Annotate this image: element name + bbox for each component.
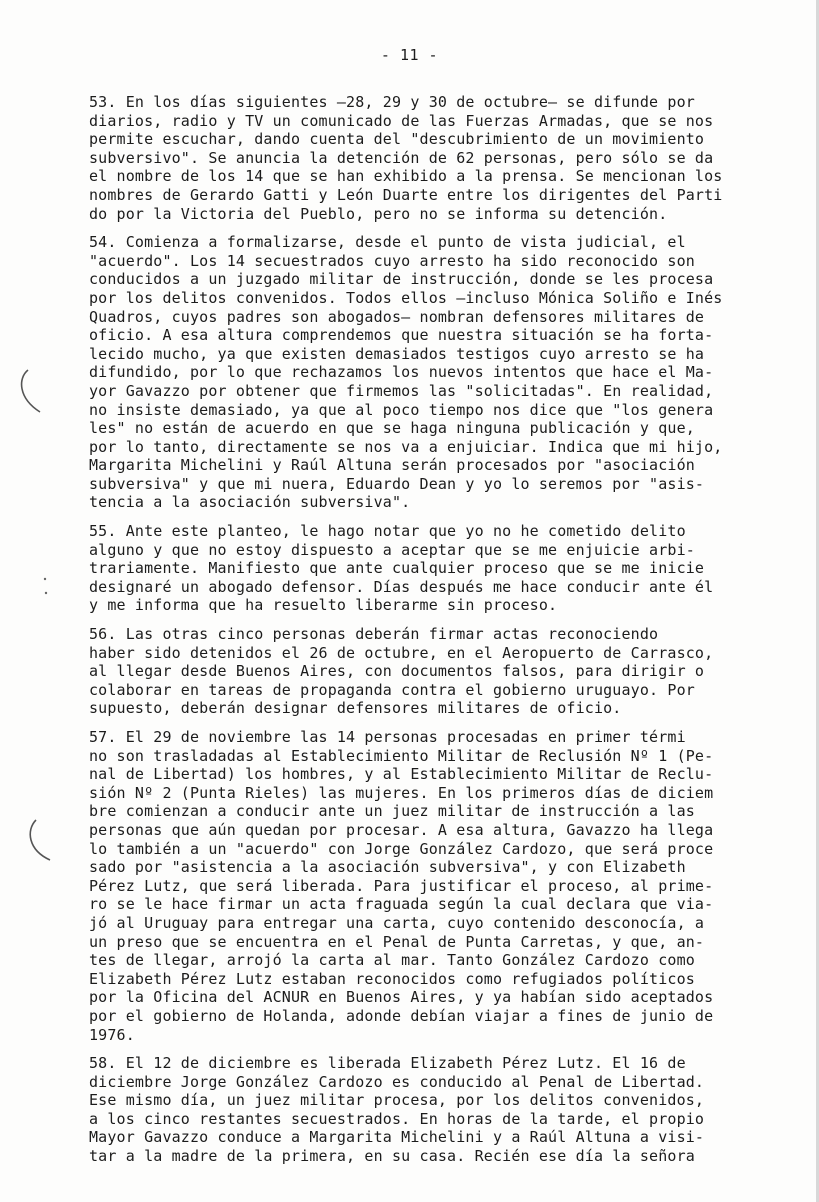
paragraph-56 <box>89 625 769 718</box>
text-line: diciembre Jorge González Cardozo es conducido al Penal de Libertad. <box>89 1072 705 1091</box>
text-line: oficio. A esa altura comprendemos que nuestra situación se ha forta- <box>89 326 714 345</box>
text-line: subversivo". Se anuncia la detención de 62 personas, pero sólo se da <box>89 148 714 167</box>
text-line: jó al Uruguay para entregar una carta, cuyo contenido desconocía, a <box>89 913 705 932</box>
text-line: supuesto, deberán designar defensores militares de oficio. <box>89 699 622 718</box>
text-line: el nombre de los 14 que se han exhibido a la prensa. Se mencionan los <box>89 167 723 186</box>
text-line: sado por "asistencia a la asociación subversiva", y con Elizabeth <box>89 858 686 877</box>
text-line: haber sido detenidos el 26 de octubre, en el Aeropuerto de Carrasco, <box>89 643 714 662</box>
margin-dot-mark <box>42 575 50 597</box>
paragraph-58 <box>89 1054 769 1166</box>
paragraph-57 <box>89 728 769 1044</box>
text-line: diarios, radio y TV un comunicado de las Fuerzas Armadas, que se nos <box>89 111 714 130</box>
text-line: al llegar desde Buenos Aires, con documentos falsos, para dirigir o <box>89 662 705 681</box>
text-line: no son trasladadas al Establecimiento Militar de Reclusión Nº 1 (Pe- <box>89 746 714 765</box>
paragraph-53 <box>89 93 769 223</box>
text-line: Quadros, cuyos padres son abogados— nombran defensores militares de <box>89 307 705 326</box>
text-line: y me informa que ha resuelto liberarme sin proceso. <box>89 596 558 615</box>
text-line: tencia a la asociación subversiva". <box>89 493 411 512</box>
text-line: tes de llegar, arrojó la carta al mar. Tanto González Cardozo como <box>89 951 695 970</box>
document-body <box>89 93 769 1176</box>
text-line: trariamente. Manifiesto que ante cualquier proceso que se me inicie <box>89 559 705 578</box>
text-line: bre comienzan a conducir ante un juez militar de instrucción a las <box>89 802 695 821</box>
text-line: do por la Victoria del Pueblo, pero no se informa su detención. <box>89 204 668 223</box>
margin-bracket-mark <box>24 818 54 864</box>
text-line: Pérez Lutz, que será liberada. Para justificar el proceso, al prime- <box>89 876 714 895</box>
text-line: por la Oficina del ACNUR en Buenos Aires, y ya habían sido aceptados <box>89 988 714 1007</box>
text-line: designaré un abogado defensor. Días después me hace conducir ante él <box>89 577 714 596</box>
text-line: 57. El 29 de noviembre las 14 personas procesadas en primer térmi <box>89 728 686 746</box>
text-line: difundido, por lo que rechazamos los nuevos intentos que hace el Ma- <box>89 363 714 382</box>
text-line: 58. El 12 de diciembre es liberada Elizabeth Pérez Lutz. El 16 de <box>89 1054 686 1073</box>
text-line: les" no están de acuerdo en que se haga ninguna publicación y que, <box>89 419 695 438</box>
text-line: yor Gavazzo por obtener que firmemos las "solicitadas". En realidad, <box>89 381 714 400</box>
text-line: "acuerdo". Los 14 secuestrados cuyo arresto ha sido reconocido son <box>89 251 695 270</box>
text-line: lecido mucho, ya que existen demasiados testigos cuyo arresto se ha <box>89 344 705 363</box>
text-line: nombres de Gerardo Gatti y León Duarte entre los dirigentes del Parti <box>89 185 723 204</box>
text-line: 55. Ante este planteo, le hago notar que yo no he cometido delito <box>89 522 686 541</box>
text-line: 53. En los días siguientes —28, 29 y 30 de octubre— se difunde por <box>89 93 695 111</box>
text-line: Ese mismo día, un juez militar procesa, por los delitos convenidos, <box>89 1091 705 1110</box>
text-line: permite escuchar, dando cuenta del "descubrimiento de un movimiento <box>89 130 705 149</box>
text-line: 54. Comienza a formalizarse, desde el punto de vista judicial, el <box>89 233 686 252</box>
text-line: por lo tanto, directamente se nos va a enjuiciar. Indica que mi hijo, <box>89 437 723 456</box>
text-line: personas que aún quedan por procesar. A esa altura, Gavazzo ha llega <box>89 820 714 839</box>
paragraph-55 <box>89 522 769 615</box>
text-line: Elizabeth Pérez Lutz estaban reconocidos como refugiados políticos <box>89 969 695 988</box>
text-line: Mayor Gavazzo conduce a Margarita Michelini y a Raúl Altuna a visi- <box>89 1128 705 1147</box>
page-number: - 11 - <box>380 46 439 64</box>
text-line: tar a la madre de la primera, en su casa. Recién ese día la señora <box>89 1147 695 1166</box>
paragraph-54 <box>89 233 769 512</box>
text-line: a los cinco restantes secuestrados. En horas de la tarde, el propio <box>89 1109 705 1128</box>
text-line: Margarita Michelini y Raúl Altuna serán procesados por "asociación <box>89 456 695 475</box>
text-line: por los delitos convenidos. Todos ellos —incluso Mónica Soliño e Inés <box>89 288 723 307</box>
text-line: por el gobierno de Holanda, adonde debían viajar a fines de junio de <box>89 1006 714 1025</box>
text-line: no insiste demasiado, ya que al poco tiempo nos dice que "los genera <box>89 400 714 419</box>
text-line: nal de Libertad) los hombres, y al Establecimiento Militar de Reclu- <box>89 765 714 784</box>
text-line: 56. Las otras cinco personas deberán firmar actas reconociendo <box>89 625 659 644</box>
text-line: lo también a un "acuerdo" con Jorge González Cardozo, que será proce <box>89 839 714 858</box>
text-line: sión Nº 2 (Punta Rieles) las mujeres. En los primeros días de diciem <box>89 783 714 802</box>
text-line: alguno y que no estoy dispuesto a aceptar que se me enjuicie arbi- <box>89 540 695 559</box>
text-line: ro se le hace firmar un acta fraguada según la cual declara que via- <box>89 895 714 914</box>
text-line: un preso que se encuentra en el Penal de Punta Carretas, y que, an- <box>89 932 705 951</box>
text-line: 1976. <box>89 1025 135 1044</box>
text-line: conducidos a un juzgado militar de instrucción, donde se les procesa <box>89 270 714 289</box>
text-line: subversiva" y que mi nuera, Eduardo Dean y yo lo seremos por "asis- <box>89 474 705 493</box>
text-line: colaborar en tareas de propaganda contra el gobierno uruguayo. Por <box>89 680 695 699</box>
margin-bracket-mark <box>14 368 44 416</box>
